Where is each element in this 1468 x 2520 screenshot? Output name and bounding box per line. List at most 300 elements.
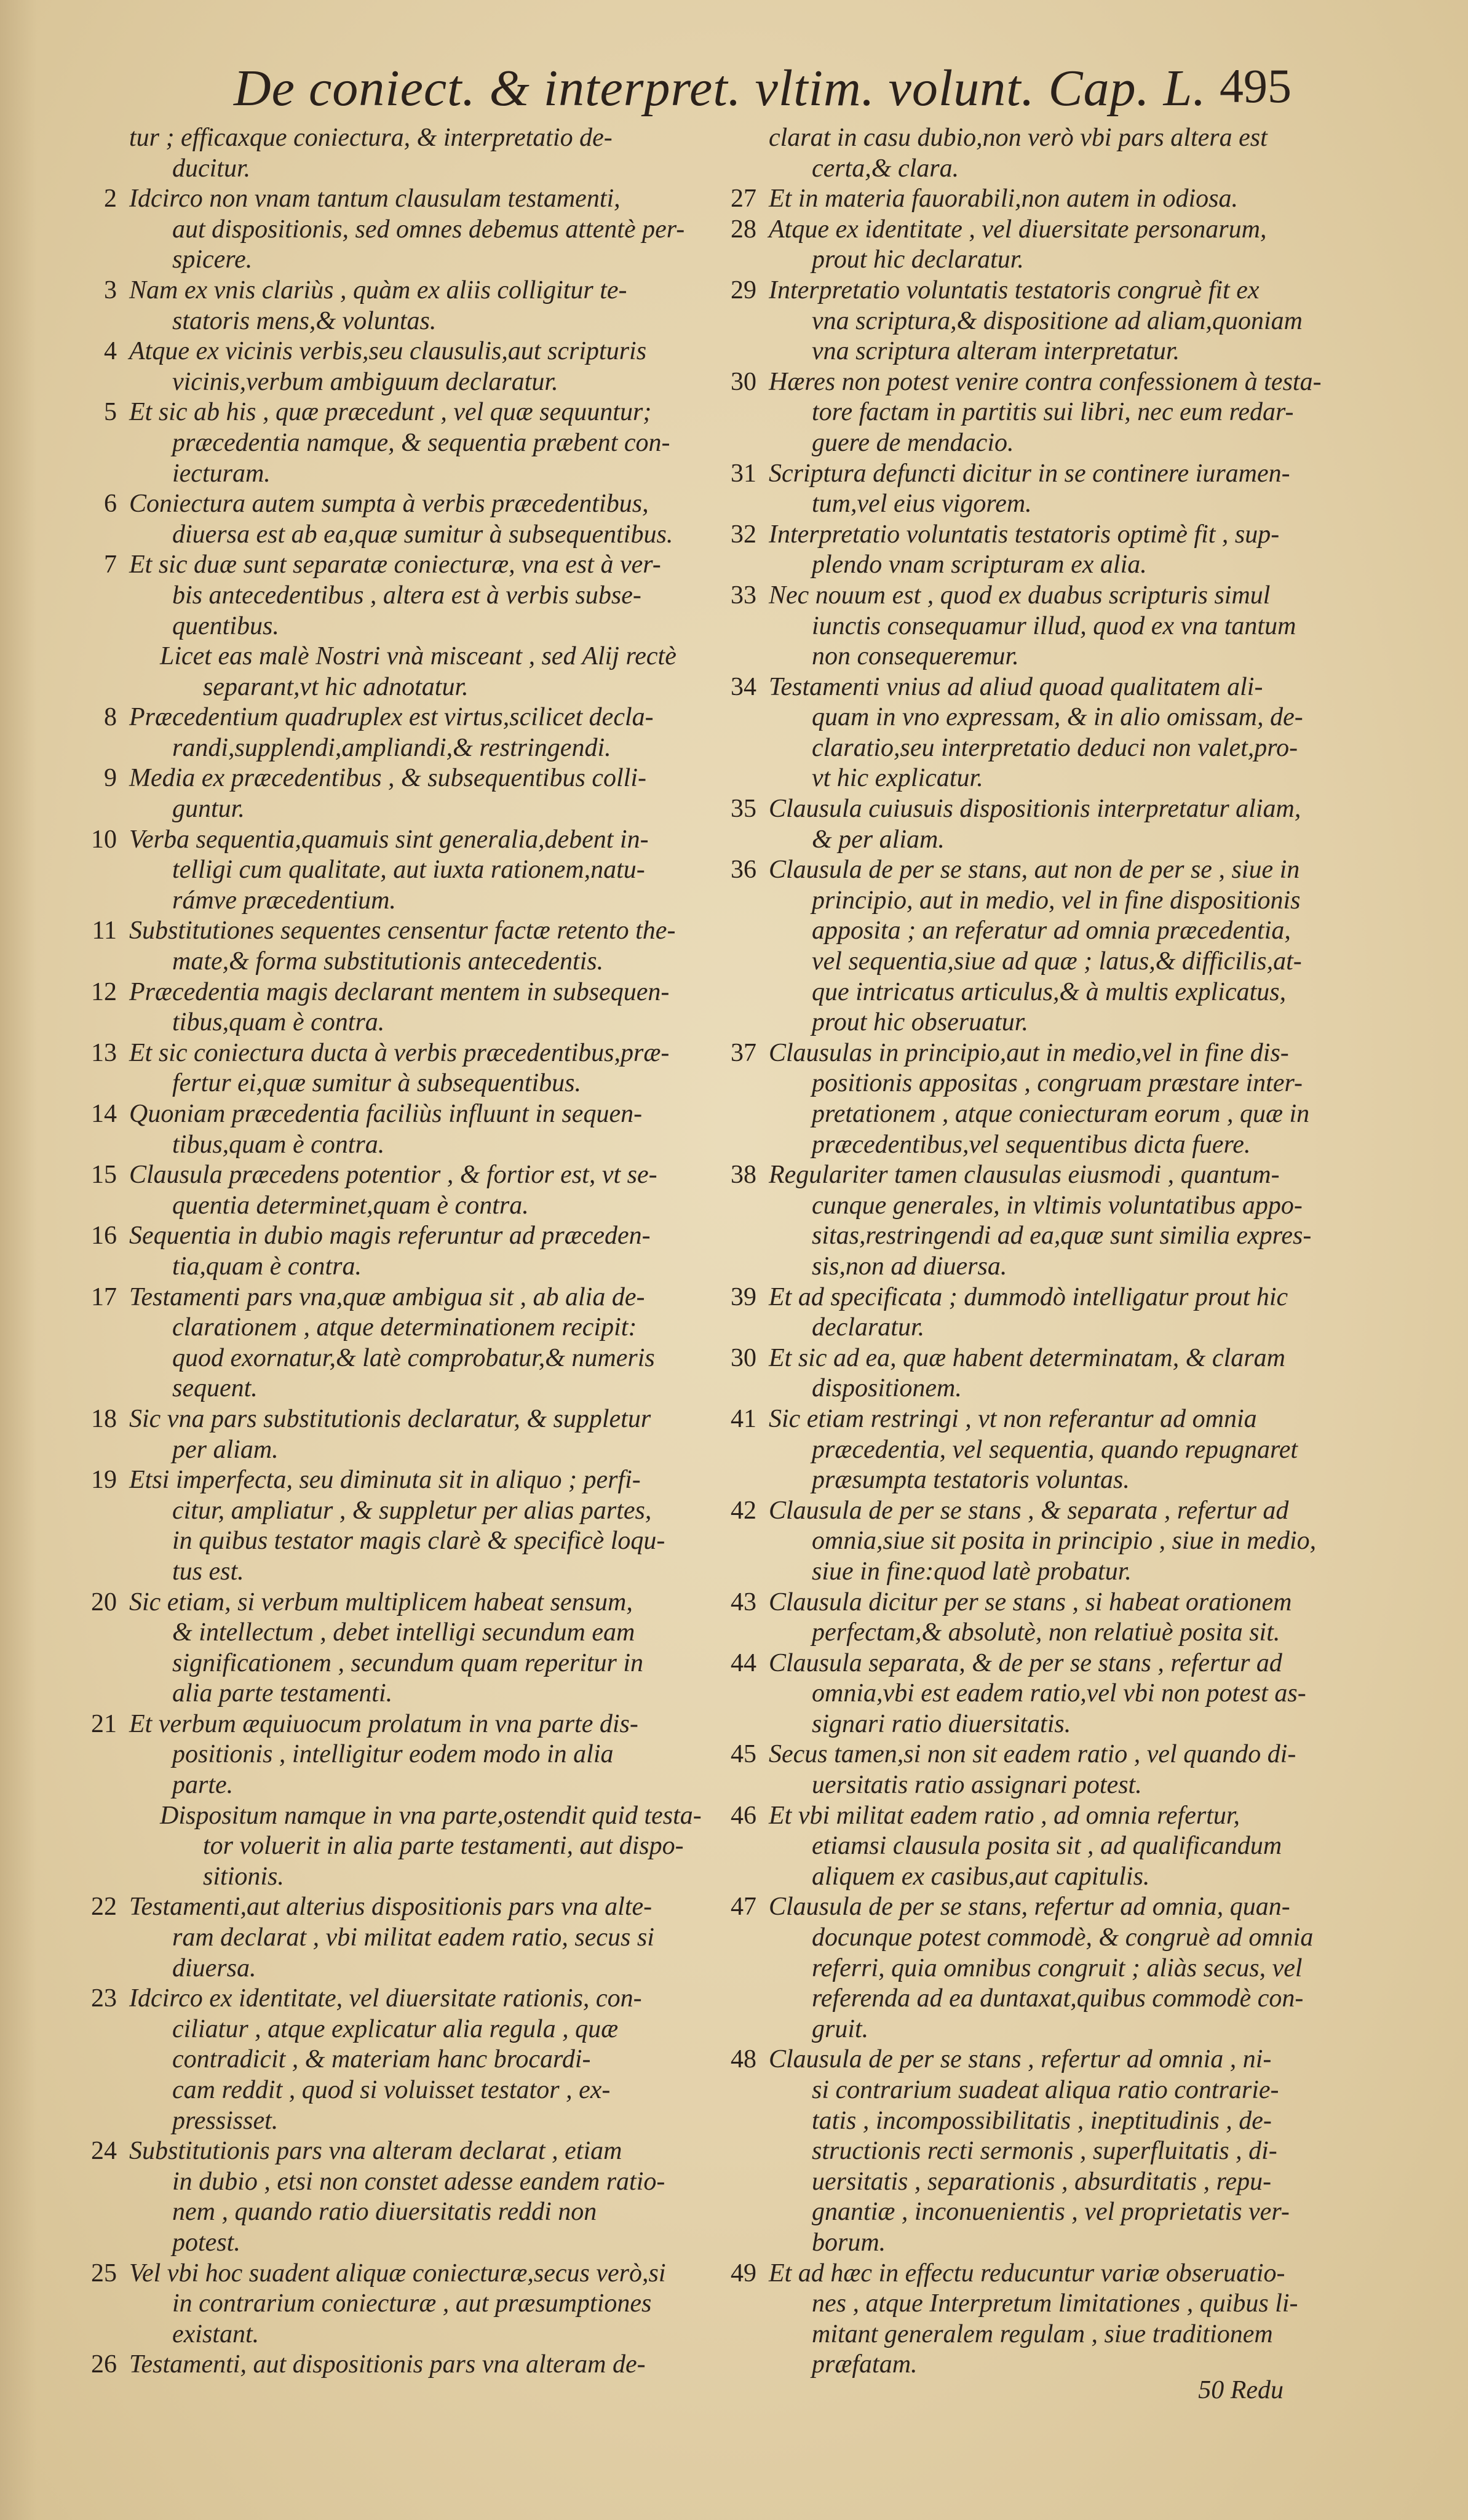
summary-entry	[713, 1801, 1291, 1893]
entry-text	[763, 1282, 1291, 1343]
text-line: Testamenti, aut dispositionis pars vna alteram de-	[129, 2350, 646, 2379]
text-line: tum,vel eius vigorem.	[812, 490, 1032, 519]
summary-entry	[74, 550, 661, 642]
text-line: Interpretatio voluntatis testatoris congruè fit ex	[769, 276, 1260, 304]
summary-entry	[713, 1282, 1291, 1343]
text-line: Idcirco non vnam tantum clausulam testamenti,	[129, 185, 621, 213]
text-line: cam reddit , quod si voluisset testator , ex-	[172, 2076, 611, 2104]
entry-number: 12	[91, 977, 117, 1006]
entry-number: 28	[731, 215, 756, 244]
text-line: Testamenti vnius ad aliud quoad qualitatem ali-	[769, 672, 1263, 701]
summary-entry	[713, 1739, 1296, 1800]
entry-text	[763, 123, 1291, 184]
entry-number: 31	[731, 459, 756, 488]
text-line: nes , atque Interpretum limitationes , quibus li-	[812, 2289, 1298, 2318]
text-line: Sic etiam, si verbum multiplicem habeat sensum,	[129, 1588, 633, 1616]
entry-text	[123, 336, 652, 397]
summary-entry	[713, 1588, 1291, 1648]
text-line: tus est.	[172, 1557, 244, 1586]
entry-text	[123, 123, 652, 184]
right-column	[713, 123, 1322, 2380]
summary-entry	[74, 1404, 652, 1465]
text-line: Atque ex vicinis verbis,seu clausulis,aut scripturis	[129, 337, 647, 366]
entry-number: 18	[91, 1404, 117, 1433]
entry-number: 21	[91, 1709, 117, 1738]
text-line: & per aliam.	[812, 825, 945, 854]
entry-number: 5	[104, 398, 117, 427]
text-line: Clausula de per se stans, aut non de per se , siue in	[769, 856, 1300, 884]
text-line: bis antecedentibus , altera est à verbis subse-	[172, 581, 641, 610]
text-line: claratio,seu interpretatio deduci non valet,pro-	[812, 733, 1298, 762]
text-line: perfectam,& absolutè, non relatiuè posita sit.	[812, 1618, 1280, 1647]
text-line: Et sic ad ea, quæ habent determinatam, & claram	[769, 1343, 1285, 1372]
text-line: separant,vt hic adnotatur.	[203, 672, 469, 701]
text-line: que intricatus articulus,& à multis explicatus,	[812, 977, 1287, 1006]
entry-text	[123, 397, 670, 489]
summary-entry	[713, 1343, 1291, 1404]
entry-text	[123, 1465, 665, 1587]
text-line: rámve præcedentium.	[172, 886, 396, 915]
summary-entry	[74, 1465, 665, 1587]
text-line: positionis , intelligitur eodem modo in alia	[172, 1740, 614, 1769]
summary-entry	[713, 276, 1303, 367]
entry-text	[123, 1038, 670, 1099]
text-line: quentia determinet,quam è contra.	[172, 1191, 529, 1220]
entry-number: 41	[731, 1404, 756, 1433]
text-line: signari ratio diuersitatis.	[812, 1709, 1071, 1738]
text-line: spicere.	[172, 245, 253, 274]
summary-entry	[74, 184, 685, 276]
summary-entry	[74, 825, 652, 916]
text-line: Etsi imperfecta, seu diminuta sit in aliquo ; perfi-	[129, 1466, 641, 1495]
text-line: Nec nouum est , quod ex duabus scripturis simul	[769, 581, 1271, 610]
text-line: ram declarat , vbi militat eadem ratio, secus si	[172, 1923, 654, 1952]
text-line: diuersa.	[172, 1954, 256, 1982]
entry-number: 13	[91, 1038, 117, 1067]
entry-text	[123, 1709, 652, 1801]
text-line: statoris mens,& voluntas.	[172, 306, 437, 335]
text-line: sis,non ad diuersa.	[812, 1252, 1007, 1281]
entry-number: 42	[731, 1496, 756, 1525]
text-line: referri, quia omnibus congruit ; aliàs secus, vel	[812, 1954, 1303, 1982]
text-line: Interpretatio voluntatis testatoris optimè fit , sup-	[769, 520, 1280, 549]
entry-number: 4	[104, 337, 117, 366]
entry-text	[123, 2259, 666, 2350]
text-line: Et in materia fauorabili,non autem in odiosa.	[769, 185, 1238, 213]
entry-text	[123, 1221, 652, 1282]
entry-text	[763, 1648, 1306, 1740]
summary-entry	[74, 642, 676, 702]
text-line: Regulariter tamen clausulas eiusmodi , quantum-	[769, 1161, 1280, 1190]
text-line: Substitutionis pars vna alteram declarat , etiam	[129, 2137, 622, 2166]
text-line: tatis , incompossibilitatis , ineptitudinis , de-	[812, 2106, 1272, 2135]
text-line: Hæres non potest venire contra confessionem à testa-	[769, 367, 1322, 396]
entry-text	[763, 581, 1296, 672]
text-line: Sequentia in dubio magis referuntur ad præceden-	[129, 1222, 651, 1250]
summary-entry	[74, 1984, 652, 2136]
summary-entry	[74, 1099, 652, 1160]
text-line: Clausula de per se stans , refertur ad omnia , ni-	[769, 2045, 1272, 2074]
text-line: quam in vno expressam, & in alio omissam, de-	[812, 703, 1303, 732]
entry-text	[763, 459, 1291, 520]
entry-text	[123, 2350, 652, 2380]
entry-number: 37	[731, 1038, 756, 1067]
text-line: non consequeremur.	[812, 642, 1019, 671]
text-line: præfatam.	[812, 2350, 918, 2379]
entry-number: 32	[731, 520, 756, 549]
entry-text	[763, 520, 1291, 581]
text-line: contradicit , & materiam hanc brocardi-	[172, 2045, 591, 2074]
text-line: Atque ex identitate , vel diuersitate personarum,	[769, 215, 1267, 244]
text-line: vna scriptura,& dispositione ad aliam,quoniam	[812, 306, 1303, 335]
summary-entry	[713, 184, 1291, 215]
entry-number: 11	[92, 916, 117, 945]
summary-entry	[74, 336, 652, 397]
entry-text	[763, 367, 1322, 459]
summary-entry	[74, 2350, 652, 2380]
text-line: Licet eas malè Nostri vnà misceant , sed Alij rectè	[160, 642, 676, 671]
text-line: si contrarium suadeat aliqua ratio contrarie-	[812, 2076, 1279, 2104]
text-line: sitionis.	[203, 1862, 284, 1891]
text-line: prout hic declaratur.	[812, 245, 1024, 274]
entry-text	[123, 1099, 652, 1160]
summary-entry	[713, 2259, 1298, 2380]
summary-entry	[713, 367, 1322, 459]
text-line: borum.	[812, 2228, 886, 2257]
text-line: in quibus testator magis clarè & specificè loqu-	[172, 1527, 665, 1556]
entry-text	[123, 550, 661, 642]
text-line: Testamenti,aut alterius dispositionis pars vna alte-	[129, 1893, 653, 1922]
text-line: guntur.	[172, 795, 245, 824]
entry-text	[763, 215, 1291, 276]
entry-text	[123, 1282, 655, 1404]
entry-text	[123, 1984, 652, 2136]
text-line: Clausula separata, & de per se stans , refertur ad	[769, 1648, 1282, 1677]
text-line: randi,supplendi,ampliandi,& restringendi.	[172, 733, 611, 762]
text-line: Clausula dicitur per se stans , si habeat orationem	[769, 1588, 1292, 1616]
text-line: omnia,vbi est eadem ratio,vel vbi non potest as-	[812, 1679, 1306, 1708]
text-line: in dubio , etsi non constet adesse eandem ratio-	[172, 2167, 665, 2196]
text-line: vt hic explicatur.	[812, 764, 983, 793]
left-column	[74, 123, 702, 2380]
entry-number: 49	[731, 2259, 756, 2287]
entry-number: 30	[731, 1343, 756, 1372]
text-line: Dispositum namque in vna parte,ostendit quid testa-	[160, 1801, 702, 1830]
summary-entry	[713, 520, 1291, 581]
summary-entry	[713, 1404, 1298, 1496]
summary-entry	[74, 1038, 670, 1099]
summary-entry	[74, 916, 676, 977]
text-line: quod exornatur,& latè comprobatur,& numeris	[172, 1343, 655, 1372]
text-line: Clausulas in principio,aut in medio,vel in fine dis-	[769, 1038, 1289, 1067]
entry-text	[123, 276, 652, 336]
entry-text	[123, 916, 676, 977]
summary-entry	[713, 1892, 1314, 2045]
text-line: Clausula de per se stans , & separata , refertur ad	[769, 1496, 1289, 1525]
text-line: clarat in casu dubio,non verò vbi pars altera est	[769, 124, 1268, 152]
summary-entry	[713, 1038, 1310, 1160]
running-header	[234, 58, 1291, 120]
text-line: sitas,restringendi ad ea,quæ sunt similia expres-	[812, 1222, 1312, 1250]
text-line: præcedentia namque, & sequentia præbent con-	[172, 428, 670, 457]
summary-entry	[74, 2259, 666, 2350]
entry-number: 46	[731, 1801, 756, 1830]
page-number: 495	[1220, 59, 1291, 113]
text-line: etiamsi clausula posita sit , ad qualificandum	[812, 1832, 1282, 1861]
text-line: Et sic ab his , quæ præcedunt , vel quæ sequuntur;	[129, 398, 652, 427]
text-line: nem , quando ratio diuersitatis reddi non	[172, 2198, 597, 2227]
summary-entry	[74, 1709, 652, 1801]
entry-text	[123, 1801, 702, 1893]
entry-text	[123, 1588, 652, 1709]
text-line: tur ; efficaxque coniectura, & interpretatio de-	[129, 124, 613, 152]
summary-entry	[713, 794, 1301, 855]
entry-text	[763, 1588, 1291, 1648]
entry-number: 23	[91, 1984, 117, 2013]
entry-text	[763, 672, 1303, 794]
text-line: Substitutiones sequentes censentur factæ retento the-	[129, 916, 676, 945]
text-line: positionis appositas , congruam præstare inter-	[812, 1069, 1303, 1098]
summary-entry	[74, 702, 652, 763]
entry-text	[123, 2136, 665, 2258]
entry-text	[763, 855, 1302, 1038]
entry-number: 35	[731, 795, 756, 824]
summary-entry	[74, 1801, 702, 1893]
text-line: parte.	[172, 1771, 234, 1800]
text-line: Et ad hæc in effectu reducuntur variæ obseruatio-	[769, 2259, 1285, 2287]
catchword: 50 Redu	[1198, 2376, 1284, 2404]
text-line: vel sequentia,siue ad quæ ; latus,& difficilis,at-	[812, 947, 1302, 976]
text-line: tibus,quam è contra.	[172, 1008, 385, 1037]
text-line: referenda ad ea duntaxat,quibus commodè con-	[812, 1984, 1304, 2013]
entry-text	[123, 642, 676, 702]
entry-number: 6	[104, 490, 117, 519]
summary-entry	[74, 1588, 652, 1709]
text-line: potest.	[172, 2228, 240, 2257]
entry-text	[123, 1892, 652, 1984]
summary-entry	[74, 1221, 652, 1282]
text-line: uersitatis ratio assignari potest.	[812, 1771, 1142, 1800]
summary-entry	[74, 2136, 665, 2258]
entry-text	[763, 1038, 1310, 1160]
entry-text	[123, 702, 652, 763]
entry-number: 20	[91, 1588, 117, 1616]
text-line: tore factam in partitis sui libri, nec eum redar-	[812, 398, 1294, 427]
entry-text	[123, 763, 652, 824]
text-line: ciliatur , atque explicatur alia regula , quæ	[172, 2014, 619, 2043]
entry-number: 8	[104, 703, 117, 732]
summary-entry	[74, 1160, 657, 1221]
summary-entry	[74, 489, 673, 550]
entry-number: 34	[731, 672, 756, 701]
text-line: aut dispositionis, sed omnes debemus attentè per-	[172, 215, 685, 244]
text-line: omnia,siue sit posita in principio , siue in medio,	[812, 1527, 1317, 1556]
text-line: guere de mendacio.	[812, 428, 1014, 457]
entry-number: 19	[91, 1466, 117, 1495]
text-line: Et vbi militat eadem ratio , ad omnia refertur,	[769, 1801, 1240, 1830]
summary-entry	[74, 763, 652, 824]
summary-entry	[713, 215, 1291, 276]
text-line: alia parte testamenti.	[172, 1679, 393, 1708]
entry-number: 44	[731, 1648, 756, 1677]
summary-entry	[713, 581, 1296, 672]
entry-number: 24	[91, 2137, 117, 2166]
entry-number: 17	[91, 1282, 117, 1311]
summary-entry	[74, 977, 670, 1038]
entry-number: 26	[91, 2350, 117, 2379]
text-line: significationem , secundum quam reperitur in	[172, 1648, 644, 1677]
text-line: vicinis,verbum ambiguum declaratur.	[172, 367, 558, 396]
text-line: Coniectura autem sumpta à verbis præcedentibus,	[129, 490, 649, 519]
summary-entry	[713, 123, 1291, 184]
text-line: Et sic coniectura ducta à verbis præcedentibus,præ-	[129, 1038, 670, 1067]
text-line: apposita ; an referatur ad omnia præcedentia,	[812, 916, 1291, 945]
entry-number: 3	[104, 276, 117, 304]
text-line: structionis recti sermonis , superfluitatis , di-	[812, 2137, 1277, 2166]
text-line: Clausula de per se stans, refertur ad omnia, quan-	[769, 1893, 1290, 1922]
text-line: Vel vbi hoc suadent aliquæ coniecturæ,secus verò,si	[129, 2259, 666, 2287]
text-line: tor voluerit in alia parte testamenti, aut dispo-	[203, 1832, 684, 1861]
text-line: gruit.	[812, 2014, 869, 2043]
entry-text	[763, 1801, 1291, 1893]
entry-number: 7	[104, 551, 117, 579]
summary-entry	[74, 123, 652, 184]
text-line: cunque generales, in vltimis voluntatibus appo-	[812, 1191, 1303, 1220]
text-line: per aliam.	[172, 1435, 279, 1464]
text-line: Et sic duæ sunt separatæ coniecturæ, vna est à ver-	[129, 551, 661, 579]
entry-number: 16	[91, 1222, 117, 1250]
text-line: præsumpta testatoris voluntas.	[812, 1466, 1130, 1495]
entry-text	[763, 1739, 1296, 1800]
text-line: Et ad specificata ; dummodò intelligatur prout hic	[769, 1282, 1288, 1311]
entry-number: 30	[731, 367, 756, 396]
summary-entry	[713, 459, 1291, 520]
summary-entry	[713, 1648, 1306, 1740]
entry-text	[123, 184, 685, 276]
entry-number: 39	[731, 1282, 756, 1311]
text-line: existant.	[172, 2319, 260, 2348]
text-line: iunctis consequamur illud, quod ex vna tantum	[812, 611, 1296, 640]
summary-entry	[713, 1160, 1312, 1282]
text-line: Quoniam præcedentia faciliùs influunt in sequen-	[129, 1100, 643, 1128]
summary-entry	[713, 855, 1302, 1038]
text-line: clarationem , atque determinationem recipit:	[172, 1313, 637, 1342]
summary-entry	[74, 397, 670, 489]
entry-number: 15	[91, 1161, 117, 1190]
entry-number: 36	[731, 856, 756, 884]
summary-entry	[74, 276, 652, 336]
summary-entry	[713, 672, 1303, 794]
text-line: Secus tamen,si non sit eadem ratio , vel quando di-	[769, 1740, 1296, 1769]
summary-entry	[713, 1496, 1317, 1588]
text-line: citur, ampliatur , & suppletur per alias partes,	[172, 1496, 652, 1525]
text-line: principio, aut in medio, vel in fine dispositionis	[812, 886, 1301, 915]
text-line: præcedentia, vel sequentia, quando repugnaret	[812, 1435, 1298, 1464]
entry-text	[763, 794, 1301, 855]
text-line: Scriptura defuncti dicitur in se continere iuramen-	[769, 459, 1290, 488]
text-line: & intellectum , debet intelligi secundum eam	[172, 1618, 635, 1647]
text-line: pressisset.	[172, 2106, 279, 2135]
text-line: dispositionem.	[812, 1374, 962, 1403]
entry-text	[763, 1343, 1291, 1404]
summary-entry	[74, 1282, 655, 1404]
text-line: uersitatis , separationis , absurditatis , repu-	[812, 2167, 1272, 2196]
entry-text	[123, 977, 670, 1038]
text-line: fertur ei,quæ sumitur à subsequentibus.	[172, 1069, 582, 1098]
text-line: Media ex præcedentibus , & subsequentibus colli-	[129, 764, 647, 793]
entry-text	[763, 2045, 1291, 2258]
text-line: Sic vna pars substitutionis declaratur, & suppletur	[129, 1404, 651, 1433]
text-line: certa,& clara.	[812, 154, 959, 183]
entry-number: 27	[731, 185, 756, 213]
entry-number: 22	[91, 1893, 117, 1922]
text-line: Et verbum æquiuocum prolatum in vna parte dis-	[129, 1709, 638, 1738]
text-line: præcedentibus,vel sequentibus dicta fuere.	[812, 1130, 1251, 1159]
text-line: aliquem ex casibus,aut capitulis.	[812, 1862, 1150, 1891]
summary-entry	[74, 1892, 652, 1984]
entry-number: 10	[91, 825, 117, 854]
text-line: siue in fine:quod latè probatur.	[812, 1557, 1132, 1586]
text-line: mitant generalem regulam , siue traditionem	[812, 2319, 1273, 2348]
text-line: telligi cum qualitate, aut iuxta rationem,natu-	[172, 856, 645, 884]
text-line: sequent.	[172, 1374, 258, 1403]
entry-number: 25	[91, 2259, 117, 2287]
entry-number: 2	[104, 185, 117, 213]
entry-number: 38	[731, 1161, 756, 1190]
text-line: Clausula cuiusuis dispositionis interpretatur aliam,	[769, 795, 1301, 824]
entry-text	[763, 1496, 1317, 1588]
text-line: declaratur.	[812, 1313, 925, 1342]
entry-text	[763, 276, 1303, 367]
entry-text	[763, 1892, 1314, 2045]
text-line: pretationem , atque coniecturam eorum , quæ in	[812, 1100, 1310, 1128]
entry-number: 43	[731, 1588, 756, 1616]
text-line: Testamenti pars vna,quæ ambigua sit , ab alia de-	[129, 1282, 645, 1311]
text-line: tibus,quam è contra.	[172, 1130, 385, 1159]
entry-text	[763, 184, 1291, 215]
text-line: quentibus.	[172, 611, 279, 640]
summary-entry	[713, 2045, 1291, 2258]
text-line: vna scriptura alteram interpretatur.	[812, 337, 1180, 366]
text-line: gnantiæ , inconuenientis , vel proprietatis ver-	[812, 2198, 1290, 2227]
entry-number: 9	[104, 764, 117, 793]
text-line: Præcedentium quadruplex est virtus,scilicet decla-	[129, 703, 654, 732]
text-line: diuersa est ab ea,quæ sumitur à subsequentibus.	[172, 520, 673, 549]
entry-text	[763, 2259, 1298, 2380]
entry-text	[763, 1404, 1298, 1496]
text-line: tia,quam è contra.	[172, 1252, 362, 1281]
text-line: Sic etiam restringi , vt non referantur ad omnia	[769, 1404, 1257, 1433]
entry-number: 33	[731, 581, 756, 610]
text-line: plendo vnam scripturam ex alia.	[812, 551, 1147, 579]
entry-number: 48	[731, 2045, 756, 2074]
entry-text	[123, 1404, 652, 1465]
text-line: Nam ex vnis clariùs , quàm ex aliis colligitur te-	[129, 276, 627, 304]
text-line: iecturam.	[172, 459, 271, 488]
text-line: mate,& forma substitutionis antecedentis.	[172, 947, 604, 976]
text-line: Idcirco ex identitate, vel diuersitate rationis, con-	[129, 1984, 642, 2013]
entry-number: 45	[731, 1740, 756, 1769]
text-line: prout hic obseruatur.	[812, 1008, 1028, 1037]
page-title: De coniect. & interpret. vltim. volunt. Cap. L.	[234, 60, 1207, 117]
entry-number: 14	[91, 1100, 117, 1128]
text-line: Clausula præcedens potentior , & fortior est, vt se-	[129, 1161, 657, 1190]
text-line: in contrarium coniecturæ , aut præsumptiones	[172, 2289, 652, 2318]
entry-text	[123, 489, 673, 550]
text-line: docunque potest commodè, & congruè ad omnia	[812, 1923, 1314, 1952]
entry-number: 47	[731, 1893, 756, 1922]
entry-text	[123, 825, 652, 916]
